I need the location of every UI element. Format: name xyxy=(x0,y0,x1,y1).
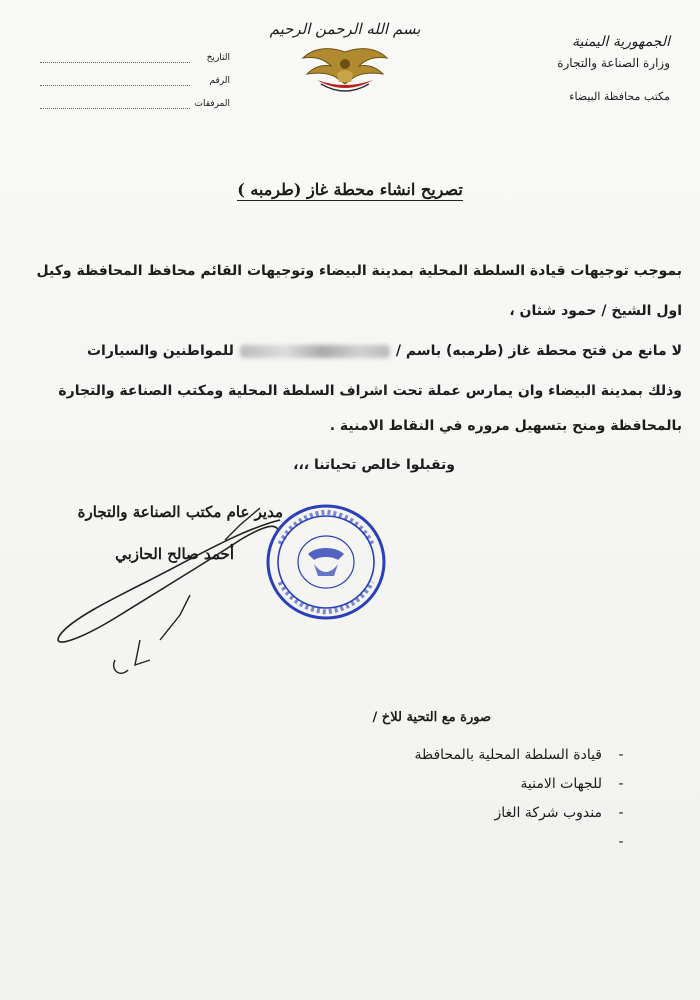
date-field xyxy=(40,40,230,63)
title-text: تصريح انشاء محطة غاز (طرمبه ) xyxy=(237,180,463,199)
country-name: الجمهورية اليمنية xyxy=(571,34,670,50)
body-line-3 xyxy=(18,343,682,359)
body-line-1: بموجب توجيهات قيادة السلطة المحلية بمدينة البيضاء وتوجيهات القائم محافظ المحافظة وكيل xyxy=(36,263,682,279)
signatory-name: أحمد صالح الحازبي xyxy=(115,545,234,563)
attachments-label: المرفقات xyxy=(194,99,230,109)
ministry-name: وزارة الصناعة والتجارة xyxy=(557,56,670,70)
closing-line: وتقبلوا خالص تحياتنا ،،، xyxy=(293,457,455,473)
letterhead-left xyxy=(40,40,230,109)
list-item: - مندوب شركة الغاز xyxy=(494,804,624,821)
body-line-3-start: لا مانع من فتح محطة غاز (طرمبه) باسم / xyxy=(395,343,682,359)
body-line-4: وذلك بمدينة البيضاء وان يمارس عملة تحت اشراف السلطة المحلية ومكتب الصناعة والتجارة xyxy=(58,383,682,399)
office-name: مكتب محافظة البيضاء xyxy=(569,90,670,103)
redacted-name xyxy=(240,345,390,358)
official-stamp-icon xyxy=(264,502,388,622)
body-line-5: بالمحافظة ومنح بتسهيل مروره في النقاط الامنية . xyxy=(329,418,682,434)
list-item: - قيادة السلطة المحلية بالمحافظة xyxy=(414,746,624,763)
signatory-title: مدير عام مكتب الصناعة والتجارة xyxy=(77,503,283,521)
list-item: - للجهات الامنية xyxy=(520,775,624,792)
list-item: - xyxy=(618,833,624,850)
handwritten-signature-icon xyxy=(40,500,290,690)
reference-field xyxy=(40,63,230,86)
copies-title: صورة مع التحية للاخ / xyxy=(372,710,491,725)
attachments-line xyxy=(40,107,190,109)
body-line-3-end: للمواطنين والسيارات xyxy=(86,343,234,359)
date-label: التاريخ xyxy=(206,53,230,63)
reference-line xyxy=(40,84,190,86)
attachments-field xyxy=(40,86,230,109)
date-line xyxy=(40,61,190,63)
basmala: بسم الله الرحمن الرحيم xyxy=(269,20,421,38)
reference-label: الرقم xyxy=(209,76,230,86)
copies-list xyxy=(330,740,630,856)
yemen-eagle-emblem-icon xyxy=(299,44,391,92)
letterhead-center xyxy=(255,20,435,92)
body-line-2: اول الشيخ / حمود شثان ، xyxy=(509,303,682,319)
document-title xyxy=(0,180,700,199)
letterhead-right xyxy=(500,32,670,107)
